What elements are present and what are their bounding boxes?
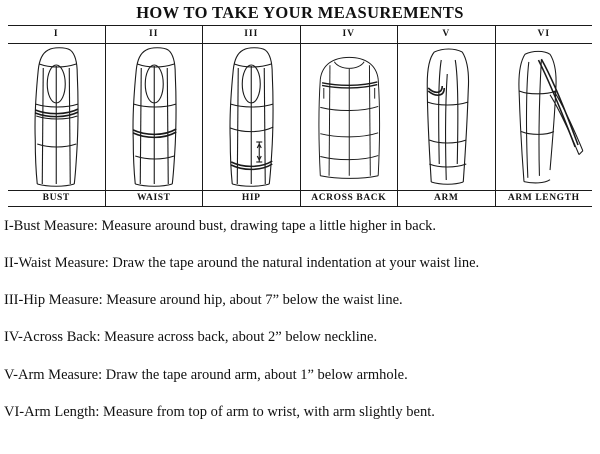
figure-arm <box>398 26 496 206</box>
figure-illustration-bust <box>8 44 105 190</box>
figure-bust <box>8 26 106 206</box>
figure-numeral: III <box>203 26 300 44</box>
page-title: HOW TO TAKE YOUR MEASUREMENTS <box>136 3 464 22</box>
figure-hip <box>203 26 301 206</box>
instruction-waist: II-Waist Measure: Draw the tape around the natural indentation at your waist line. <box>4 255 480 272</box>
figure-numeral: VI <box>496 26 593 44</box>
instruction-arm: V-Arm Measure: Draw the tape around arm, about 1” below armhole. <box>4 366 408 383</box>
figure-numeral: II <box>106 26 203 44</box>
figure-numeral: I <box>8 26 105 44</box>
figure-illustration-arm-length <box>496 44 593 190</box>
figure-label: ARM LENGTH <box>496 190 593 206</box>
figure-label: BUST <box>8 190 105 206</box>
instruction-list <box>2 217 598 421</box>
figure-label: WAIST <box>106 190 203 206</box>
instruction-across-back: IV-Across Back: Measure across back, about 2” below neckline. <box>4 329 378 346</box>
figure-label: ARM <box>398 190 495 206</box>
figure-label: ACROSS BACK <box>301 190 398 206</box>
instruction-bust: I-Bust Measure: Measure around bust, drawing tape a little higher in back. <box>4 218 437 234</box>
figure-numeral: IV <box>301 26 398 44</box>
figure-numeral: V <box>398 26 495 44</box>
figure-waist <box>106 26 204 206</box>
figure-illustration-waist <box>106 44 203 190</box>
figure-strip <box>8 25 592 207</box>
figure-illustration-across-back <box>301 44 398 190</box>
figure-illustration-hip <box>203 44 300 190</box>
measurement-guide-page <box>0 3 600 454</box>
instruction-hip: III-Hip Measure: Measure around hip, about 7” below the waist line. <box>4 292 403 309</box>
figure-label: HIP <box>203 190 300 206</box>
instruction-arm-length: VI-Arm Length: Measure from top of arm to wrist, with arm slightly bent. <box>4 403 435 420</box>
figure-across-back <box>301 26 399 206</box>
figure-arm-length <box>496 26 593 206</box>
figure-illustration-arm <box>398 44 495 190</box>
